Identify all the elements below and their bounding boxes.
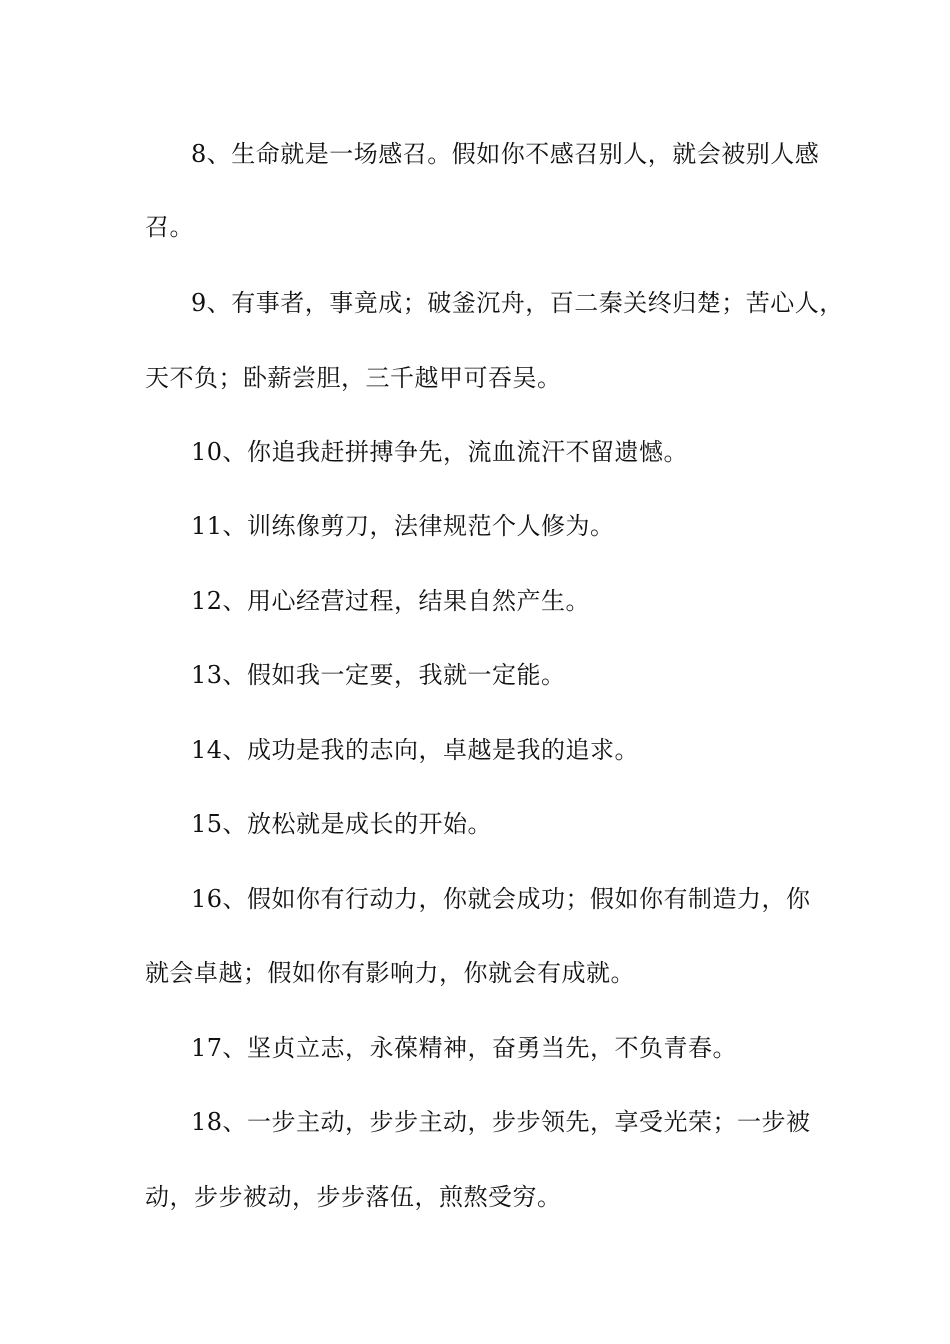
paragraph-16-line-2: 就会卓越；假如你有影响力，你就会有成就。 — [145, 959, 635, 987]
paragraph-10: 10、你追我赶拼搏争先，流血流汗不留遗憾。 — [191, 438, 689, 466]
paragraph-9-line-1: 9、有事者，事竟成；破釜沉舟，百二秦关终归楚；苦心人， — [191, 289, 844, 317]
paragraph-16-line-1: 16、假如你有行动力，你就会成功；假如你有制造力，你 — [191, 885, 811, 913]
paragraph-11: 11、训练像剪刀，法律规范个人修为。 — [191, 512, 615, 540]
paragraph-13: 13、假如我一定要，我就一定能。 — [191, 661, 566, 689]
paragraph-17: 17、坚贞立志，永葆精神，奋勇当先，不负青春。 — [191, 1034, 738, 1062]
paragraph-12: 12、用心经营过程，结果自然产生。 — [191, 587, 591, 615]
paragraph-18-line-1: 18、一步主动，步步主动，步步领先，享受光荣；一步被 — [191, 1108, 811, 1136]
paragraph-15: 15、放松就是成长的开始。 — [191, 810, 493, 838]
paragraph-9-line-2: 天不负；卧薪尝胆，三千越甲可吞吴。 — [145, 364, 562, 392]
paragraph-18-line-2: 动，步步被动，步步落伍，煎熬受穷。 — [145, 1183, 562, 1211]
paragraph-8-line-2: 召。 — [145, 213, 194, 241]
paragraph-8-line-1: 8、生命就是一场感召。假如你不感召别人，就会被别人感 — [191, 140, 820, 168]
paragraph-14: 14、成功是我的志向，卓越是我的追求。 — [191, 736, 640, 764]
